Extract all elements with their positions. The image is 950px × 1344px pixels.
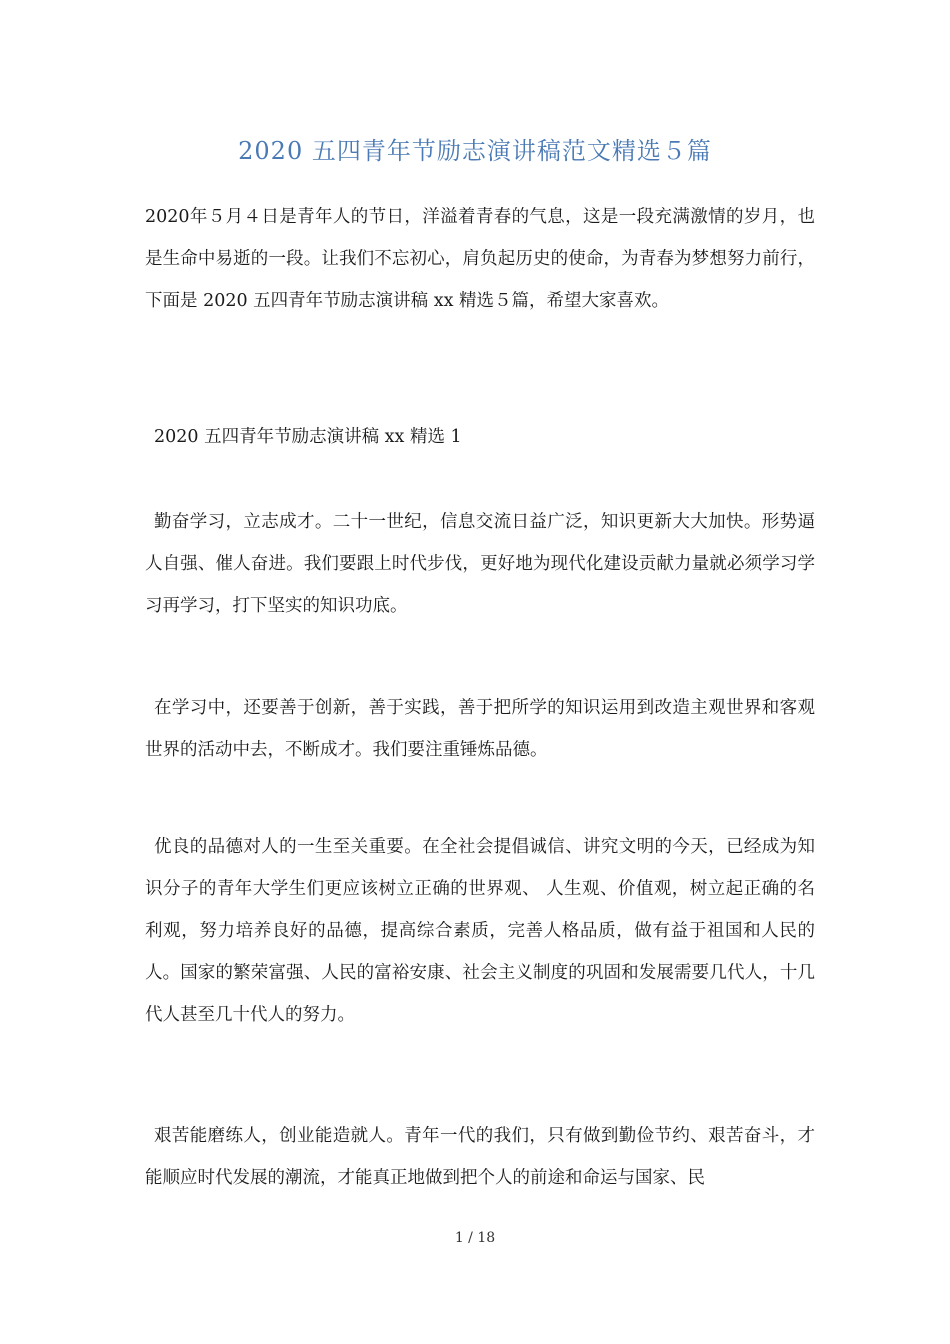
body-paragraph-4: 艰苦能磨练人，创业能造就人。青年一代的我们，只有做到勤俭节约、艰苦奋斗，才能顺应时代发展的潮流，才能真正地做到把个人的前途和命运与国家、民 [145,1126,815,1188]
page-number: 1 / 18 [454,1230,496,1246]
section-heading: 2020 五四青年节励志演讲稿 xx 精选 1 [154,427,462,447]
intro-paragraph: 2020年５月４日是青年人的节日，洋溢着青春的气息，这是一段充满激情的岁月，也是生命中易逝的一段。让我们不忘初心，肩负起历史的使命，为青春为梦想努力前行，下面是 2020 五四青年节励志演讲稿 xx 精选５篇，希望大家喜欢。 [145,207,815,311]
document-title: 2020 五四青年节励志演讲稿范文精选５篇 [238,137,712,165]
body-paragraph-3: 优良的品德对人的一生至关重要。在全社会提倡诚信、讲究文明的今天，已经成为知识分子的青年大学生们更应该树立正确的世界观、 人生观、价值观，树立起正确的名利观，努力培养良好的品德，提高综合素质，完善人格品质，做有益于祖国和人民的人。国家的繁荣富强、人民的富裕安康、社会主义制度的巩固和发展需要几代人，十几代人甚至几十代人的努力。 [145,837,815,1025]
body-paragraph-1: 勤奋学习，立志成才。二十一世纪，信息交流日益广泛，知识更新大大加快。形势逼人自强、催人奋进。我们要跟上时代步伐，更好地为现代化建设贡献力量就必须学习学习再学习，打下坚实的知识功底。 [145,512,815,616]
body-paragraph-2: 在学习中，还要善于创新，善于实践，善于把所学的知识运用到改造主观世界和客观世界的活动中去，不断成才。我们要注重锤炼品德。 [145,698,815,760]
